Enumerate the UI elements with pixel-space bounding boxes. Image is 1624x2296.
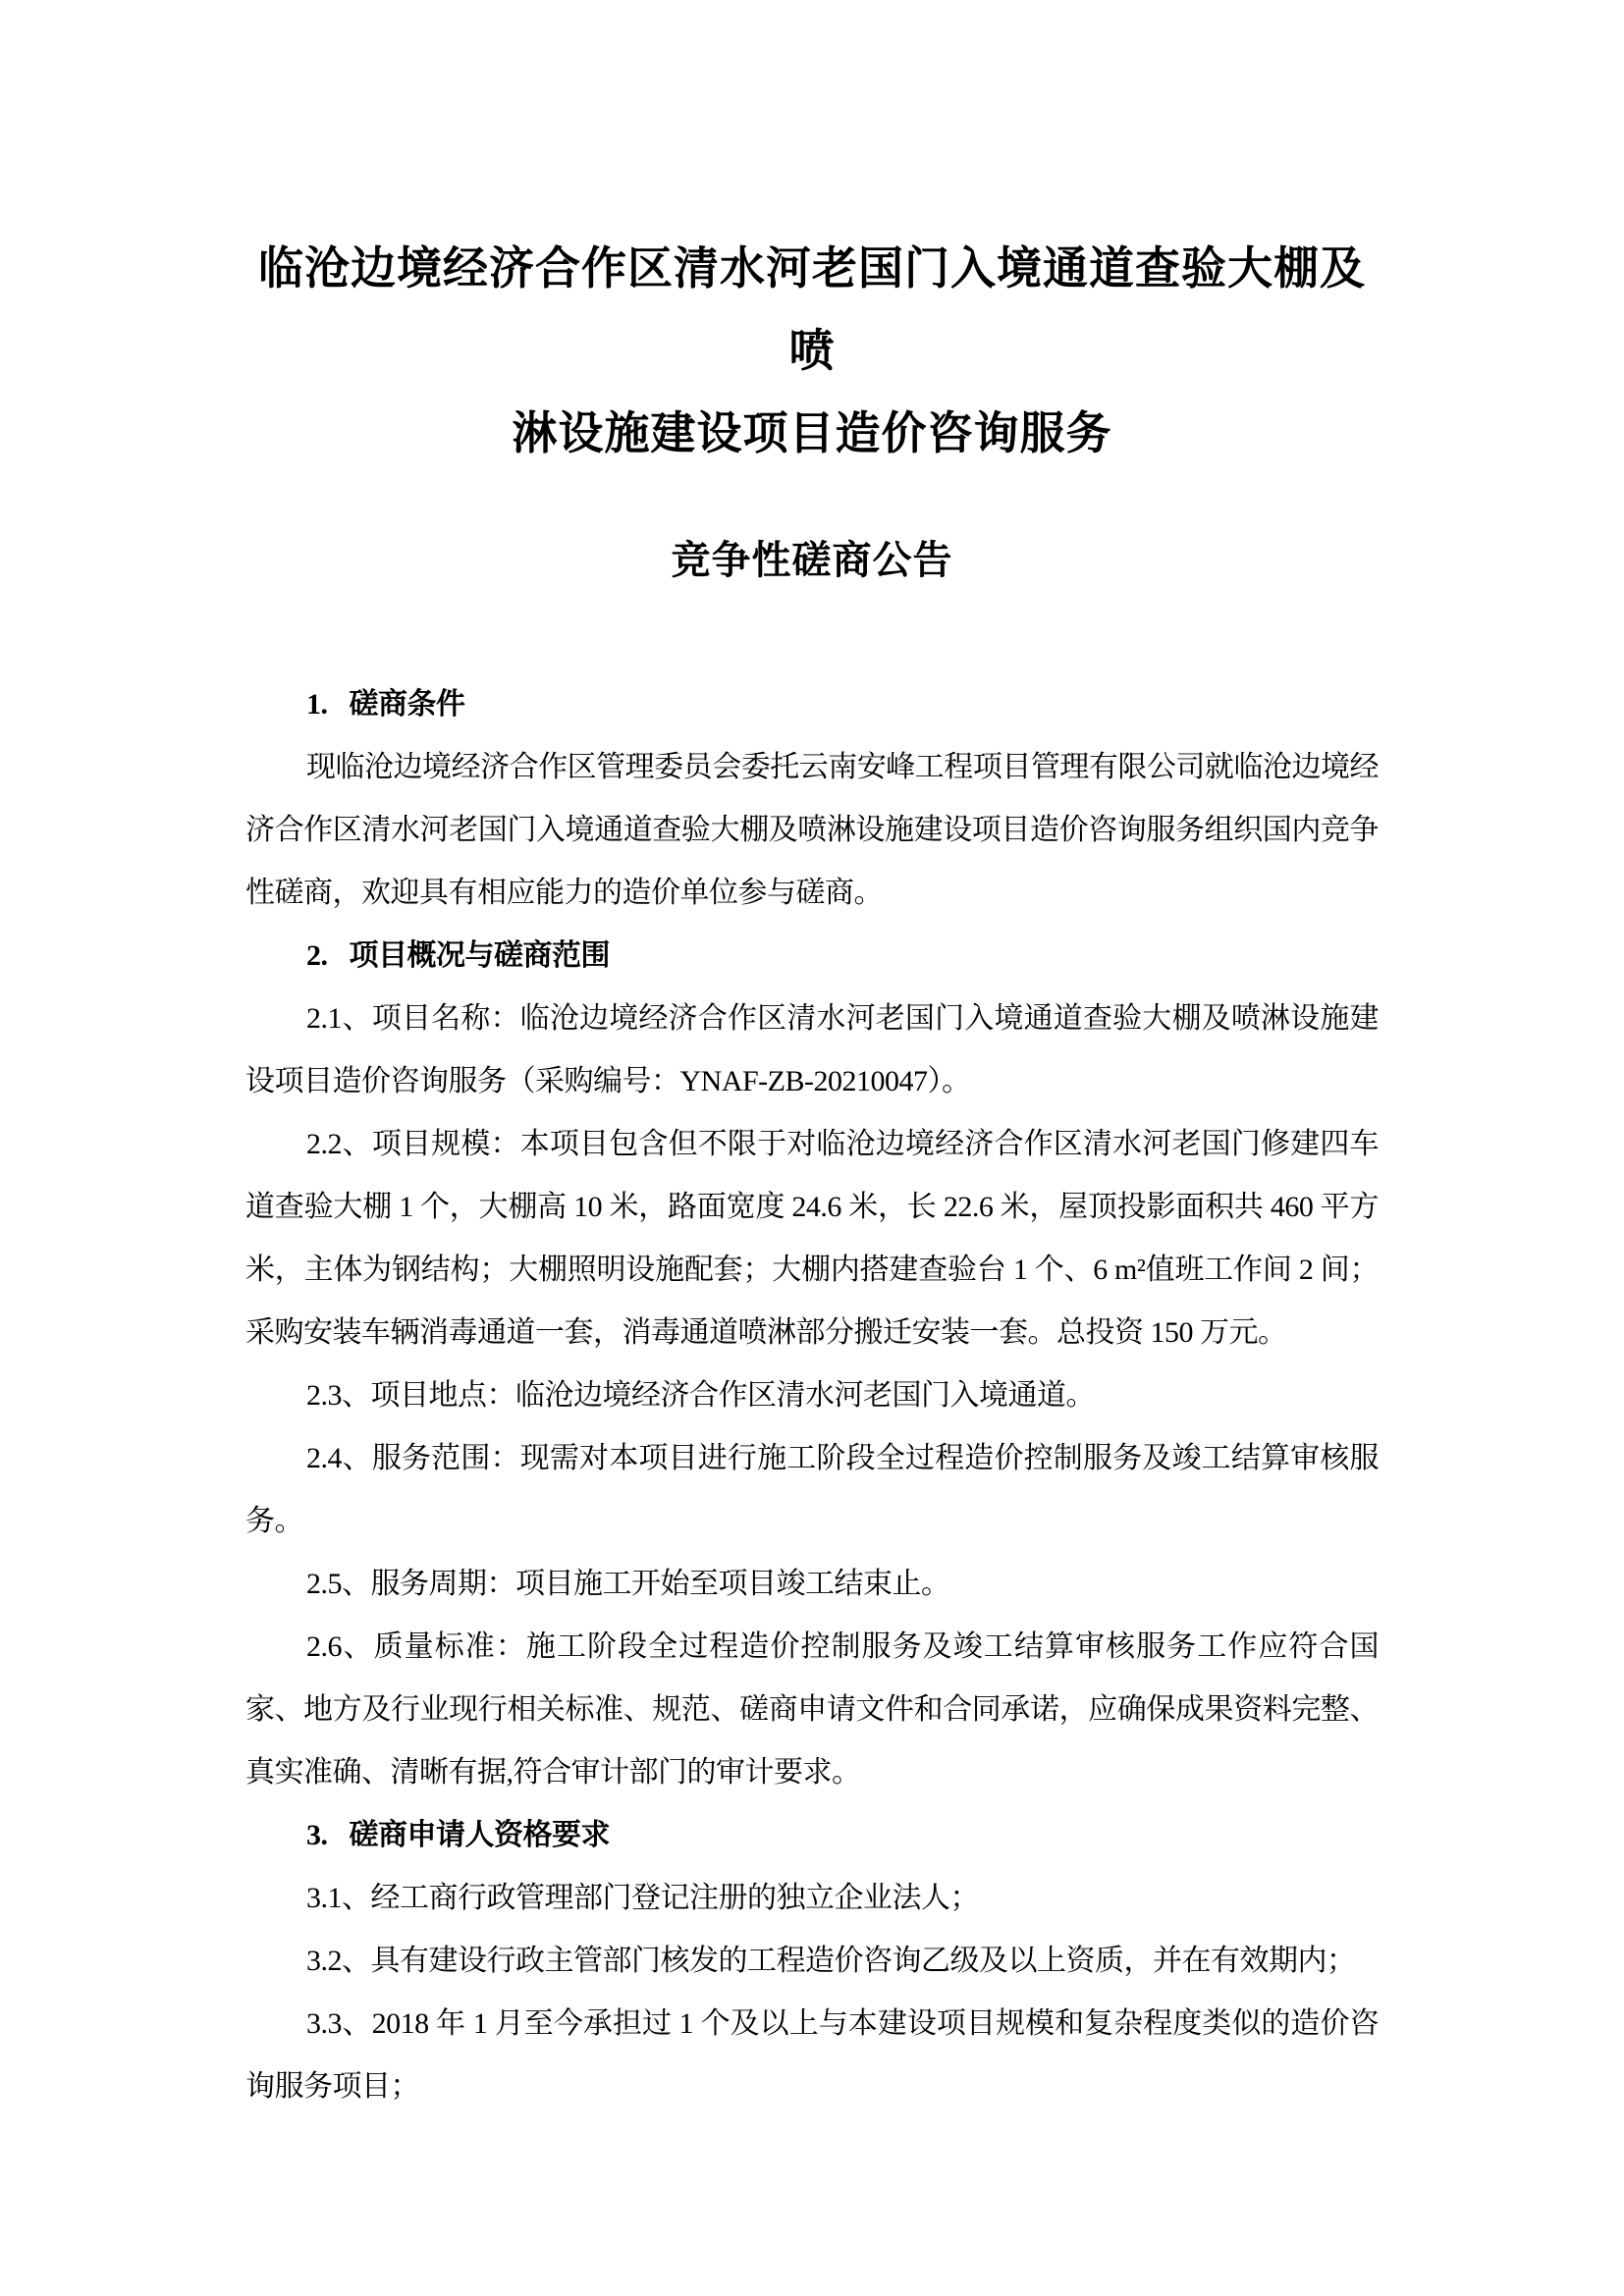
paragraph: 2.3、项目地点：临沧边境经济合作区清水河老国门入境通道。 <box>306 1379 1095 1412</box>
section-heading <box>245 673 1379 736</box>
paragraph: 2.5、服务周期：项目施工开始至项目竣工结束止。 <box>306 1568 950 1600</box>
paragraph: 现临沧边境经济合作区管理委员会委托云南安峰工程项目管理有限公司就临沧边境经济合作区清水河老国门入境通道查验大棚及喷淋设施建设项目造价咨询服务组织国内竞争性磋商，欢迎具有相应能力的造价单位参与磋商。 <box>245 751 1379 909</box>
paragraph: 2.1、项目名称：临沧边境经济合作区清水河老国门入境通道查验大棚及喷淋设施建设项目造价咨询服务（采购编号：YNAF-ZB-20210047）。 <box>245 1002 1379 1097</box>
paragraph: 3.3、2018 年 1 月至今承担过 1 个及以上与本建设项目规模和复杂程度类似的造价咨询服务项目； <box>245 2007 1379 2103</box>
document-title-line-1: 临沧边境经济合作区清水河老国门入境通道查验大棚及喷 <box>258 243 1366 376</box>
paragraph: 2.6、质量标准：施工阶段全过程造价控制服务及竣工结算审核服务工作应符合国家、地方及行业现行相关标准、规范、磋商申请文件和合同承诺，应确保成果资料完整、真实准确、清晰有据,符合审计部门的审计要求。 <box>245 1630 1379 1789</box>
section-number: 2. <box>306 939 328 972</box>
paragraph: 2.2、项目规模：本项目包含但不限于对临沧边境经济合作区清水河老国门修建四车道查验大棚 1 个，大棚高 10 米，路面宽度 24.6 米，长 22.6 米，屋顶投影面积共 460 平方米，主体为钢结构；大棚照明设施配套；大棚内搭建查验台 1 个、6 m²值班工作间 2 间；采购安装车辆消毒通道一套，消毒通道喷淋部分搬迁安装一套。总投资 150 万元。 <box>245 1128 1379 1349</box>
paragraph: 2.4、服务范围：现需对本项目进行施工阶段全过程造价控制服务及竣工结算审核服务。 <box>245 1442 1379 1537</box>
paragraph: 3.1、经工商行政管理部门登记注册的独立企业法人； <box>306 1882 979 1914</box>
document-title-line-2: 淋设施建设项目造价咨询服务 <box>512 408 1112 458</box>
document-content <box>245 0 1379 2118</box>
document-subtitle: 竞争性磋商公告 <box>671 538 953 582</box>
document-title <box>245 0 1379 475</box>
section-number: 1. <box>306 688 328 721</box>
section-heading-text: 项目概况与磋商范围 <box>349 939 610 972</box>
section-heading-text: 磋商条件 <box>349 688 465 721</box>
section-heading <box>245 1804 1379 1867</box>
document-body <box>245 673 1379 2118</box>
section-heading <box>245 925 1379 988</box>
section-number: 3. <box>306 1819 328 1851</box>
section-heading-text: 磋商申请人资格要求 <box>349 1819 610 1851</box>
paragraph: 3.2、具有建设行政主管部门核发的工程造价咨询乙级及以上资质，并在有效期内； <box>306 1945 1356 1977</box>
